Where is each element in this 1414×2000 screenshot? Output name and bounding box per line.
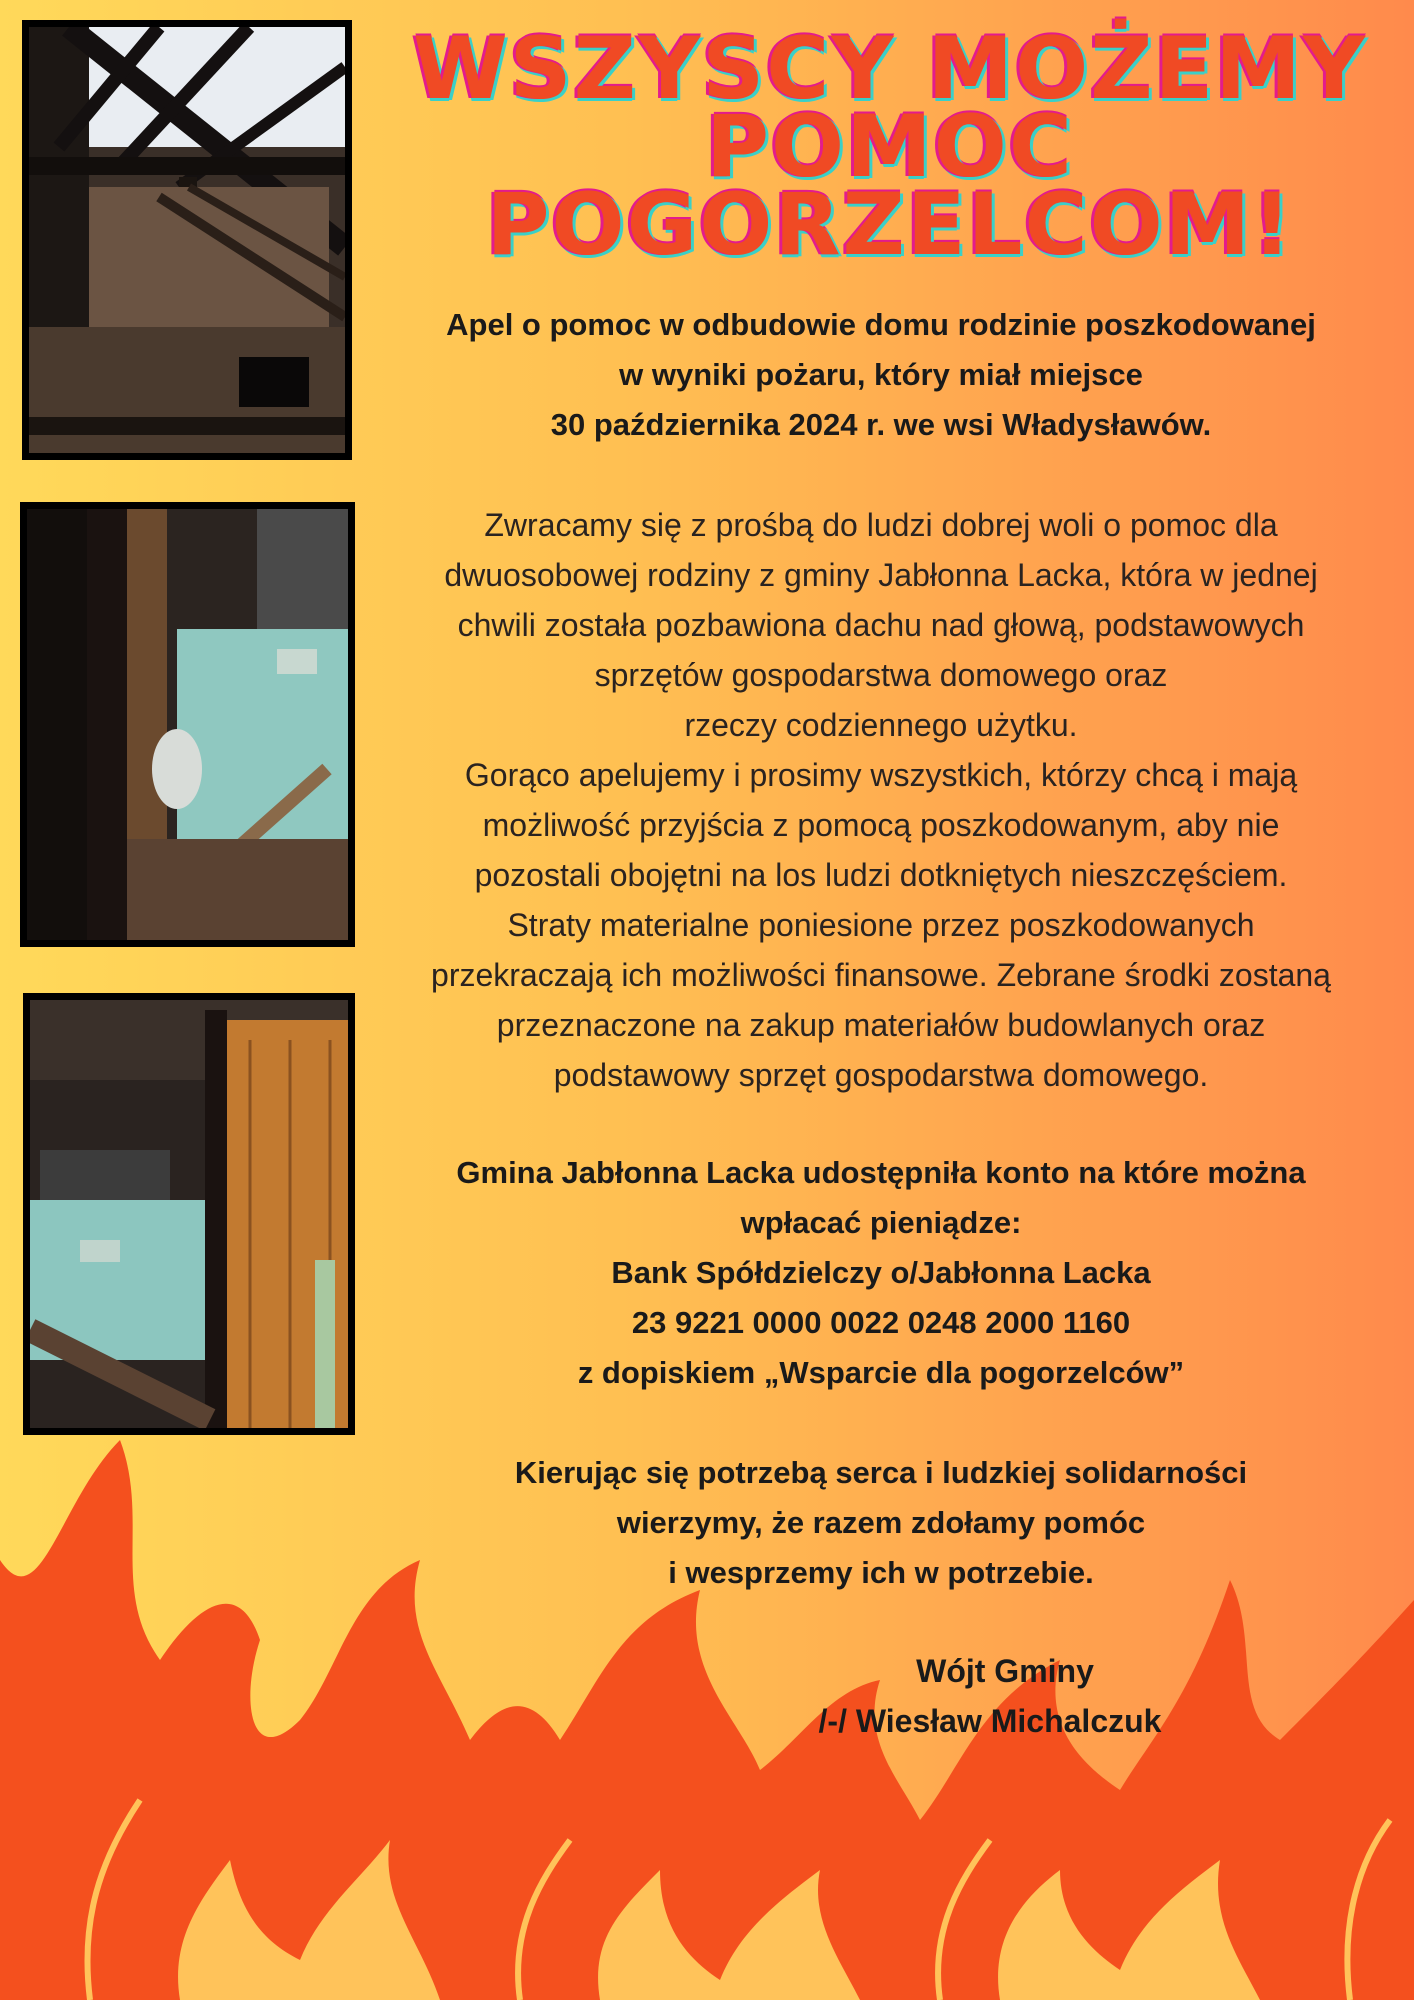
title-line-2: POMOC xyxy=(706,97,1074,197)
appeal-lead xyxy=(355,300,1407,450)
signature-block xyxy=(780,1646,1200,1746)
body-line: Straty materialne poniesione przez poszkodowanych xyxy=(507,907,1255,943)
transfer-title: z dopiskiem „Wsparcie dla pogorzelców” xyxy=(577,1355,1185,1390)
burned-interior-photo xyxy=(23,993,355,1435)
bank-account-info xyxy=(355,1148,1407,1398)
body-line: sprzętów gospodarstwa domowego oraz xyxy=(594,657,1168,693)
poster-title xyxy=(380,19,1400,275)
appeal-body xyxy=(355,500,1407,1100)
body-line: Gorąco apelujemy i prosimy wszystkich, którzy chcą i mają xyxy=(464,757,1298,793)
body-line: przeznaczone na zakup materiałów budowlanych oraz xyxy=(496,1007,1266,1043)
body-line: Zwracamy się z prośbą do ludzi dobrej woli o pomoc dla xyxy=(484,507,1278,543)
closing-line: i wesprzemy ich w potrzebie. xyxy=(668,1555,1094,1590)
body-line: pozostali obojętni na los ludzi dotkniętych nieszczęściem. xyxy=(474,857,1288,893)
body-line: możliwość przyjścia z pomocą poszkodowanym, aby nie xyxy=(482,807,1280,843)
closing-line: wierzymy, że razem zdołamy pomóc xyxy=(616,1505,1146,1540)
closing-line: Kierując się potrzebą serca i ludzkiej solidarności xyxy=(514,1455,1248,1490)
body-line: przekraczają ich możliwości finansowe. Zebrane środki zostaną xyxy=(431,957,1331,993)
title-line-3: POGORZELCOM! xyxy=(486,175,1294,275)
bank-intro-line: wpłacać pieniądze: xyxy=(740,1205,1022,1240)
signature-role: Wójt Gminy xyxy=(916,1653,1094,1689)
closing-statement xyxy=(355,1448,1407,1598)
bank-name: Bank Spółdzielczy o/Jabłonna Lacka xyxy=(611,1255,1151,1290)
title-line-1: WSZYSCY MOŻEMY xyxy=(412,19,1368,119)
lead-line: Apel o pomoc w odbudowie domu rodzinie poszkodowanej xyxy=(446,307,1316,342)
body-line: podstawowy sprzęt gospodarstwa domowego. xyxy=(553,1057,1209,1093)
body-line: chwili została pozbawiona dachu nad głową, podstawowych xyxy=(457,607,1305,643)
signature-name: /-/ Wiesław Michalczuk xyxy=(818,1703,1162,1739)
lead-line: w wyniki pożaru, który miał miejsce xyxy=(619,357,1143,392)
body-line: dwuosobowej rodziny z gminy Jabłonna Lacka, która w jednej xyxy=(444,557,1318,593)
account-number: 23 9221 0000 0022 0248 2000 1160 xyxy=(631,1305,1131,1340)
body-line: rzeczy codziennego użytku. xyxy=(684,707,1078,743)
bank-intro-line: Gmina Jabłonna Lacka udostępniła konto na które można xyxy=(456,1155,1306,1190)
burned-bathroom-photo xyxy=(20,502,355,947)
lead-line: 30 października 2024 r. we wsi Władysławów. xyxy=(550,407,1212,442)
burned-attic-photo xyxy=(22,20,352,460)
